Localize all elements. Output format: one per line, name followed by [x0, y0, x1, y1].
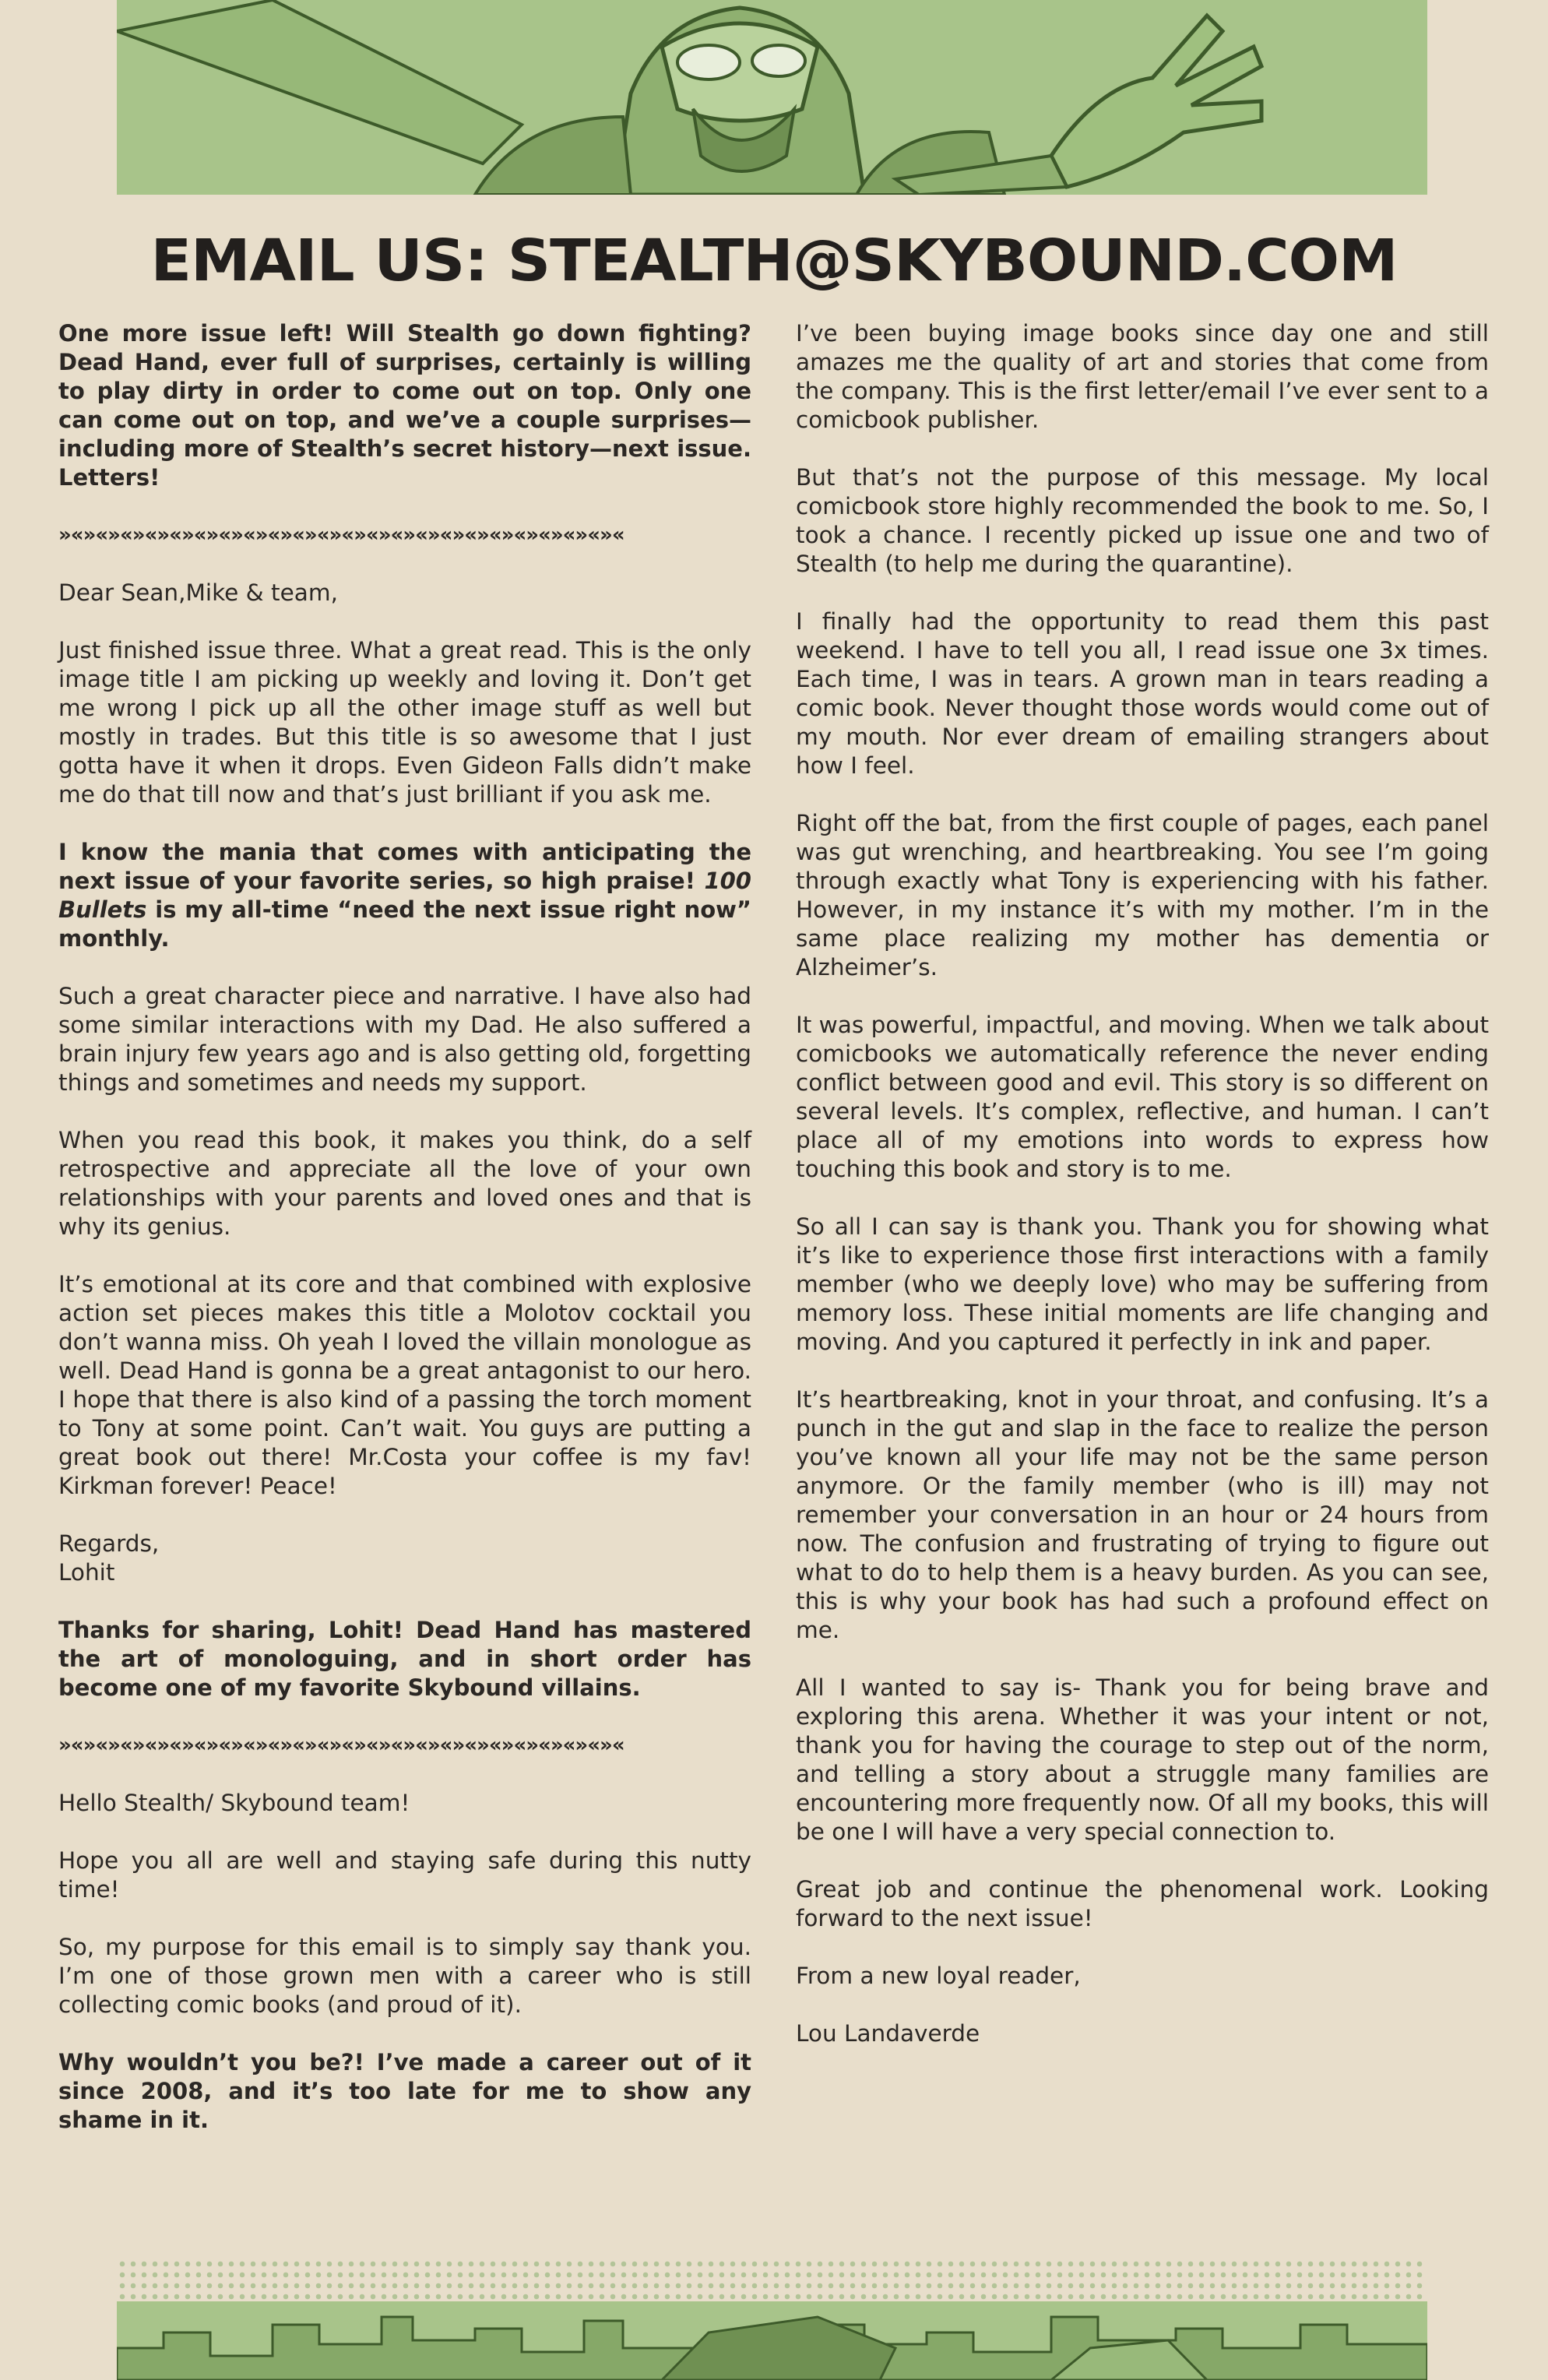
letter-paragraph: Right off the bat, from the first couple of pages, each panel was gut wrenching, and heartbreaking. You see I’m going through exactly what Tony is experiencing with his father. However, in my instance it’s with my mother. I’m in the same place realizing my mother has dementia or Alzheimer’s.: [796, 810, 1489, 981]
letter-paragraph: It’s emotional at its core and that combined with explosive action set pieces makes this title a Molotov cocktail you don’t wanna miss. Oh yeah I loved the villain monologue as well. Dead Hand is gonna be a great antagonist to our hero. I hope that there is also kind of a passing the torch moment to Tony at some point. Can’t wait. You guys are putting a great book out there! Mr.Costa your coffee is my fav! Kirkman forever! Peace!: [58, 1271, 751, 1499]
letter-paragraph: Such a great character piece and narrative. I have also had some similar interactions with my Dad. He also suffered a brain injury few years ago and is also getting old, forgetting things and sometimes and needs my support.: [58, 983, 751, 1096]
signoff-name: Lohit: [58, 1559, 115, 1586]
editor-reply: [58, 838, 751, 953]
editor-reply: Thanks for sharing, Lohit! Dead Hand has mastered the art of monologuing, and in short order has become one of my favorite Skybound villains.: [58, 1617, 751, 1701]
letter-signoff: [58, 1530, 751, 1587]
letter-paragraph: I finally had the opportunity to read them this past weekend. I have to tell you all, I read issue one 3x times. Each time, I was in tears. A grown man in tears reading a comic book. Never thought those words would come out of my mouth. Nor ever dream of emailing strangers about how I feel.: [796, 608, 1489, 779]
section-divider: »«»«»«»«»«»«»«»«»«»«»«»«»«»«»«»«»«»«»«»«»«»«»«: [58, 1734, 624, 1757]
editor-reply-text: is my all-time “need the next issue right now” monthly.: [58, 896, 751, 952]
letter-paragraph: I’ve been buying image books since day one and still amazes me the quality of art and stories that come from the company. This is the first letter/email I’ve ever sent to a comicbook publisher.: [796, 320, 1489, 433]
signoff-line: Regards,: [58, 1530, 160, 1557]
bottom-comic-panel: [117, 2301, 1427, 2380]
letter-paragraph: It’s heartbreaking, knot in your throat, and confusing. It’s a punch in the gut and slap in the face to realize the person you’ve known all your life may not be the same person anymore. Or the family member (who is ill) may not remember your conversation in an hour or 24 hours from now. The confusion and frustrating of trying to figure out what to do to help them is a heavy burden. As you can see, this is why your book has had such a profound effect on me.: [796, 1386, 1489, 1643]
letter-paragraph: It was powerful, impactful, and moving. When we talk about comicbooks we automatically reference the never ending conflict between good and evil. This story is so different on several levels. It’s complex, reflective, and human. I can’t place all of my emotions into words to express how touching this book and story is to me.: [796, 1012, 1490, 1182]
right-column: [796, 319, 1489, 2077]
editor-reply-text: I know the mania that comes with anticipating the next issue of your favorite series, so high praise!: [58, 839, 751, 894]
title-emphasis: 100 Bullets: [58, 868, 751, 923]
left-column: [58, 319, 751, 2163]
editor-reply: One more issue left! Will Stealth go down fighting? Dead Hand, ever full of surprises, certainly is willing to play dirty in order to come out on top. Only one can come out on top, and we’ve a couple surprises—including more of Stealth’s secret history—next issue. Letters!: [58, 320, 751, 491]
letter-paragraph: Just finished issue three. What a great read. This is the only image title I am picking up weekly and loving it. Don’t get me wrong I pick up all the other image stuff as well but mostly in trades. But this title is so awesome that I just gotta have it when it drops. Even Gideon Falls didn’t make me do that till now and that’s just brilliant if you ask me.: [58, 637, 751, 808]
city-illustration: [117, 2301, 1427, 2380]
letter-paragraph: But that’s not the purpose of this message. My local comicbook store highly recommended the book to me. So, I took a chance. I recently picked up issue one and two of Stealth (to help me during the quarantine).: [796, 464, 1489, 577]
top-comic-panel: [117, 0, 1427, 195]
hero-illustration: [117, 0, 1427, 195]
letter-signoff: From a new loyal reader,: [796, 1963, 1081, 1989]
editor-reply: Why wouldn’t you be?! I’ve made a career out of it since 2008, and it’s too late for me to show any shame in it.: [58, 2049, 751, 2133]
section-divider: »«»«»«»«»«»«»«»«»«»«»«»«»«»«»«»«»«»«»«»«»«»«»«: [58, 523, 624, 547]
letter-paragraph: When you read this book, it makes you think, do a self retrospective and appreciate all the love of your own relationships with your parents and loved ones and that is why its genius.: [58, 1127, 751, 1240]
signoff-name: Lou Landaverde: [796, 2020, 980, 2047]
letter-greeting: Dear Sean,Mike & team,: [58, 579, 338, 606]
letter-greeting: Hello Stealth/ Skybound team!: [58, 1790, 410, 1816]
letter-paragraph: Hope you all are well and staying safe during this nutty time!: [58, 1847, 751, 1903]
letter-paragraph: So, my purpose for this email is to simply say thank you. I’m one of those grown men with a career who is still collecting comic books (and proud of it).: [58, 1934, 751, 2018]
letter-paragraph: Great job and continue the phenomenal work. Looking forward to the next issue!: [796, 1876, 1489, 1931]
letter-paragraph: So all I can say is thank you. Thank you for showing what it’s like to experience those first interactions with a family member (who we deeply love) who may be suffering from memory loss. These initial moments are life changing and moving. And you captured it perfectly in ink and paper.: [796, 1213, 1489, 1355]
letter-paragraph: All I wanted to say is- Thank you for being brave and exploring this arena. Whether it was your intent or not, thank you for having the courage to step out of the norm, and telling a story about a struggle many families are encountering more frequently now. Of all my books, this will be one I will have a very special connection to.: [796, 1674, 1489, 1845]
halftone-strip: [117, 2259, 1427, 2301]
page-title: EMAIL US: STEALTH@SKYBOUND.COM: [150, 227, 1398, 294]
